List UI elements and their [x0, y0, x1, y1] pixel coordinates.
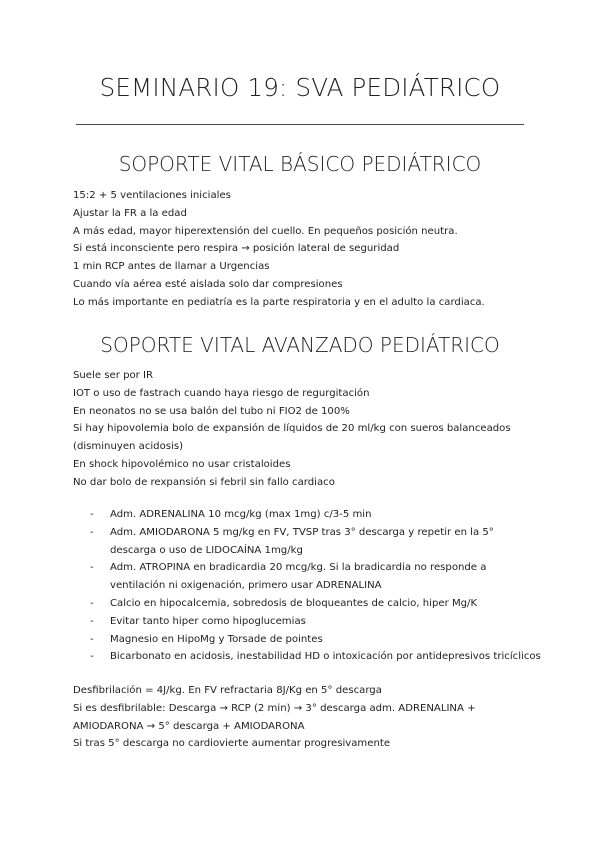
list-item: [73, 631, 543, 649]
note-line: Cuando vía aérea esté aislada solo dar compresiones: [73, 278, 343, 290]
note-line: IOT o uso de fastrach cuando haya riesgo de regurgitación: [73, 387, 370, 399]
bullet-dash: -: [90, 526, 94, 538]
page-title: SEMINARIO 19: SVA PEDIÁTRICO: [99, 73, 501, 102]
bullet-dash: -: [90, 633, 94, 645]
note-line: Si tras 5° descarga no cardiovierte aumentar progresivamente: [73, 738, 391, 750]
section-heading-basic: SOPORTE VITAL BÁSICO PEDIÁTRICO: [118, 152, 482, 176]
list-item: [73, 524, 543, 560]
bullet-dash: -: [90, 509, 94, 520]
list-item-line: Calcio en hipocalcemia, sobredosis de bloqueantes de calcio, hiper Mg/K: [110, 597, 478, 609]
list-item: [73, 506, 543, 524]
note-line: Si hay hipovolemia bolo de expansión de líquidos de 20 ml/kg con sueros balanceados: [73, 423, 511, 435]
note-line: En shock hipovolémico no usar cristaloides: [73, 458, 291, 470]
bullet-dash: -: [90, 562, 94, 574]
note-line: Desfibrilación = 4J/kg. En FV refractaria 8J/Kg en 5° descarga: [73, 685, 382, 696]
basic-notes: [73, 187, 543, 312]
list-item: [73, 613, 543, 631]
title-divider: [76, 124, 524, 125]
list-item-line: Bicarbonato en acidosis, inestabilidad HD o intoxicación por antidepresivos tricíclicos: [110, 651, 541, 663]
note-line: (disminuyen acidosis): [73, 441, 184, 453]
list-item-line: Adm. ADRENALINA 10 mcg/kg (max 1mg) c/3-5 min: [110, 509, 372, 520]
list-item: [73, 648, 543, 666]
list-item: [73, 595, 543, 613]
list-item-line: Adm. ATROPINA en bradicardia 20 mcg/kg. Si la bradicardia no responde a: [110, 562, 487, 574]
note-line: Ajustar la FR a la edad: [73, 207, 187, 219]
list-item-line: ventilación ni oxigenación, primero usar ADRENALINA: [110, 580, 382, 592]
drug-list: [73, 506, 543, 666]
bullet-dash: -: [90, 615, 94, 627]
note-line: En neonatos no se usa balón del tubo ni FIO2 de 100%: [73, 405, 350, 417]
note-line: AMIODARONA → 5° descarga + AMIODARONA: [73, 720, 305, 732]
note-line: Si está inconsciente pero respira → posición lateral de seguridad: [73, 243, 400, 255]
list-item-line: Magnesio en HipoMg y Torsade de pointes: [110, 633, 323, 645]
list-item-line: descarga o uso de LIDOCAÍNA 1mg/kg: [110, 544, 303, 556]
section-heading-advanced: SOPORTE VITAL AVANZADO PEDIÁTRICO: [100, 333, 500, 357]
list-item: [73, 559, 543, 595]
list-item-line: Adm. AMIODARONA 5 mg/kg en FV, TVSP tras 3° descarga y repetir en la 5°: [110, 526, 494, 538]
note-line: 1 min RCP antes de llamar a Urgencias: [73, 261, 270, 273]
bullet-dash: -: [90, 597, 94, 609]
bullet-dash: -: [90, 651, 94, 663]
note-line: Lo más importante en pediatría es la parte respiratoria y en el adulto la cardiaca.: [73, 296, 485, 308]
list-item-line: Evitar tanto hiper como hipoglucemias: [110, 615, 306, 627]
note-line: A más edad, mayor hiperextensión del cuello. En pequeños posición neutra.: [73, 225, 458, 237]
advanced-notes: [73, 367, 543, 492]
defibrillation-notes: [73, 682, 543, 753]
note-line: No dar bolo de rexpansión si febril sin fallo cardiaco: [73, 476, 335, 488]
note-line: Suele ser por IR: [73, 370, 153, 381]
note-line: Si es desfibrilable: Descarga → RCP (2 min) → 3° descarga adm. ADRENALINA +: [73, 702, 476, 714]
note-line: 15:2 + 5 ventilaciones iniciales: [73, 190, 231, 201]
